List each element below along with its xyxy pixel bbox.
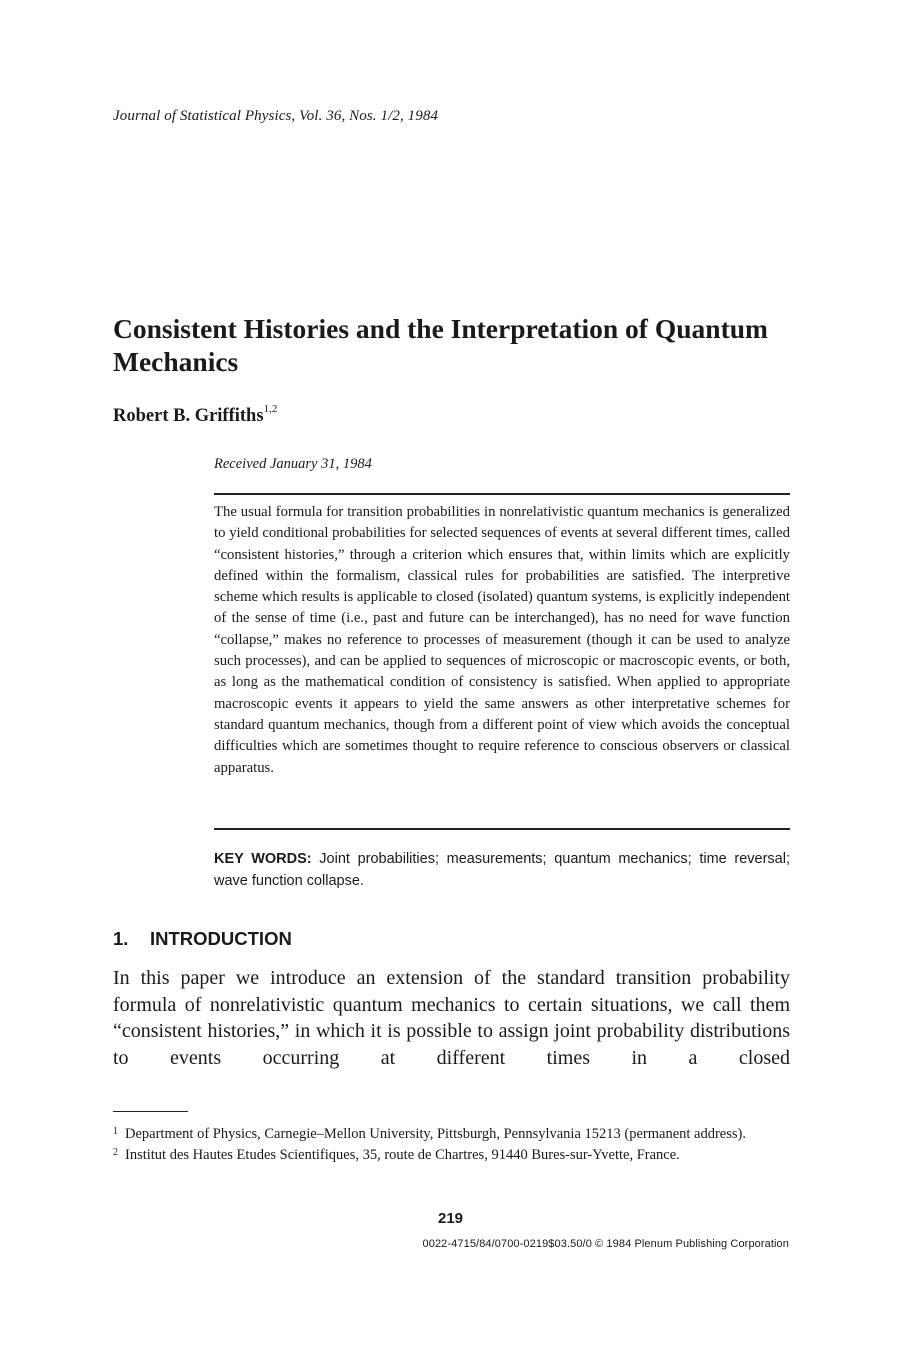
journal-citation: Journal of Statistical Physics, Vol. 36, Nos. 1/2, 1984	[113, 108, 439, 124]
section-heading	[113, 928, 292, 950]
footnote-mark: 1	[113, 1126, 118, 1137]
received-date: Received January 31, 1984	[214, 456, 372, 472]
keywords	[214, 849, 790, 892]
footnote-text: Institut des Hautes Etudes Scientifiques, 35, route de Chartres, 91440 Bures-sur-Yvette, France.	[125, 1147, 680, 1163]
abstract: The usual formula for transition probabilities in nonrelativistic quantum mechanics is generalized to yield conditional probabilities for selected sequences of events at several different times, called “consistent histories,” through a criterion which ensures that, within limits which are explicitly defined within the formalism, classical rules for probabilities are satisfied. The interpretive scheme which results is applicable to closed (isolated) quantum systems, is explicitly independent of the sense of time (i.e., past and future can be interchanged), has no need for wave function “collapse,” makes no reference to processes of measurement (though it can be used to analyze such processes), and can be applied to sequences of microscopic or macroscopic events, or both, as long as the mathematical condition of consistency is satisfied. When applied to appropriate macroscopic events it appears to yield the same answers as other interpretative schemes for standard quantum mechanics, though from a different point of view which avoids the conceptual difficulties which are sometimes thought to require reference to conscious observers or classical apparatus.	[214, 504, 790, 776]
author-line	[113, 403, 277, 427]
page-number: 219	[437, 1210, 464, 1227]
author-affiliation-marks: 1,2	[263, 403, 278, 415]
footnote-2	[113, 1145, 790, 1166]
footnote-text: Department of Physics, Carnegie–Mellon University, Pittsburgh, Pennsylvania 15213 (permanent address).	[125, 1126, 746, 1142]
abstract-bottom-rule	[214, 828, 790, 830]
footnote-mark: 2	[113, 1147, 118, 1158]
keywords-label: KEY WORDS:	[214, 851, 312, 867]
section-title: INTRODUCTION	[150, 928, 292, 949]
keywords-text: Joint probabilities; measurements; quantum mechanics; time reversal; wave function collapse.	[214, 851, 790, 889]
footnotes	[113, 1124, 790, 1166]
intro-paragraph: In this paper we introduce an extension of the standard transition probability formula of nonrelativistic quantum mechanics to certain situations, we call them “consistent histories,” in which it is possible to assign joint probability distributions to events occurring at different times in a closed	[113, 967, 790, 1069]
footnote-1	[113, 1124, 790, 1145]
copyright-line: 0022-4715/84/0700-0219$03.50/0 © 1984 Plenum Publishing Corporation	[422, 1238, 789, 1250]
abstract-top-rule	[214, 493, 790, 495]
paper-title: Consistent Histories and the Interpretation of Quantum Mechanics	[113, 313, 768, 377]
section-number: 1.	[113, 928, 129, 949]
author-name: Robert B. Griffiths	[113, 406, 264, 426]
footnote-rule	[113, 1111, 188, 1112]
